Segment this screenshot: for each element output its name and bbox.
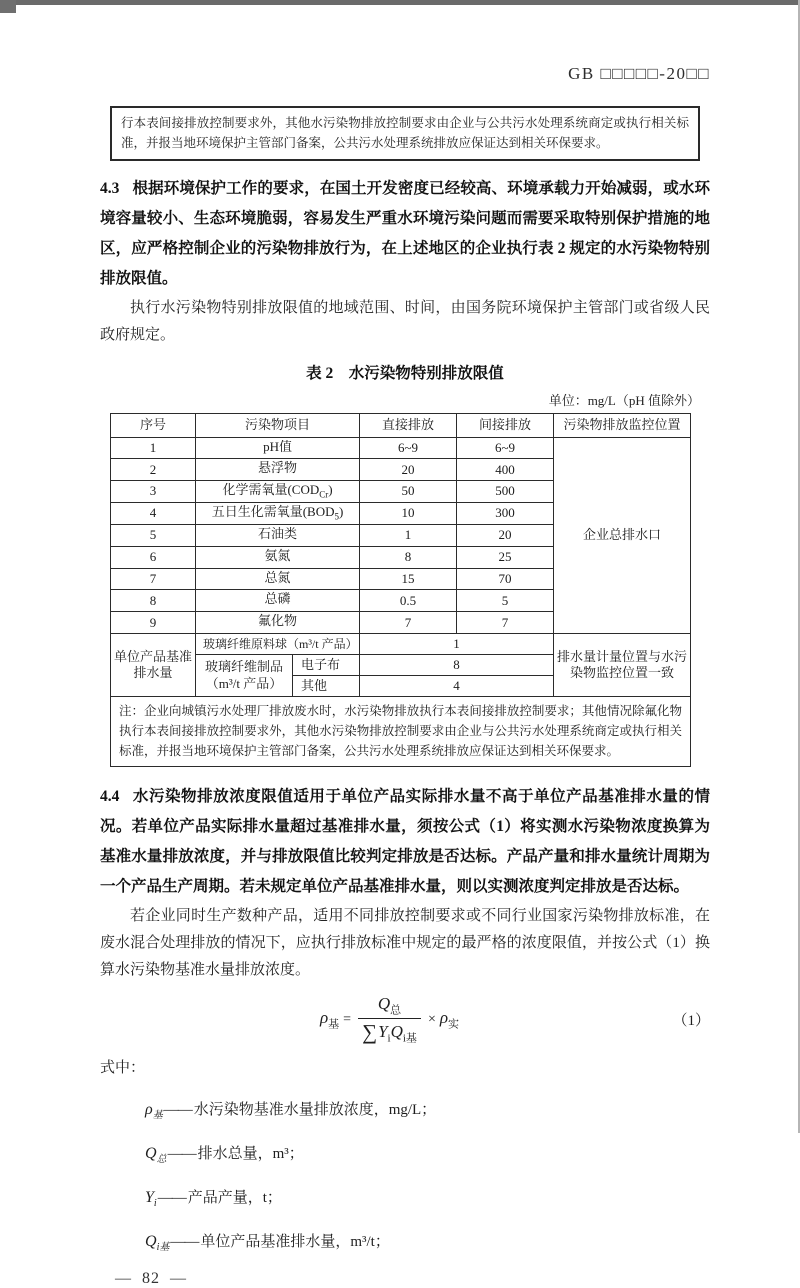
table2 <box>110 413 691 768</box>
cell-item: 石油类 <box>196 524 360 546</box>
header-item: 污染物项目 <box>196 413 360 437</box>
cell-indirect: 500 <box>457 481 554 503</box>
cell-direct: 50 <box>360 481 457 503</box>
table2-unit-note: 单位：mg/L（pH 值除外） <box>548 392 700 408</box>
cell-indirect: 25 <box>457 546 554 568</box>
cell-indirect: 7 <box>457 612 554 634</box>
cell-no: 9 <box>111 612 196 634</box>
times-sign: × <box>427 1011 436 1027</box>
cell-indirect: 300 <box>457 503 554 525</box>
header-monitor: 污染物排放监控位置 <box>554 413 691 437</box>
fraction-denominator: $\sum Y_iQ_{i基}$ <box>362 1020 417 1045</box>
equals-sign: = <box>343 1011 352 1027</box>
cell-item: pH值 <box>196 437 360 459</box>
clause-text: 根据环境保护工作的要求，在国土开发密度已经较高、环境承载力开始减弱，或水环境容量较小、生态环境脆弱，容易发生严重水环境污染问题而需要采取特别保护措施的地区，应严格控制企业的污染物排放行为，在上述地区的企业执行表 2 规定的水污染物特别排放限值。 <box>100 179 710 287</box>
cell-no: 2 <box>111 459 196 481</box>
cell-no: 1 <box>111 437 196 459</box>
sigma-symbol: ∑ <box>362 1020 378 1045</box>
table2-note-row <box>111 697 691 767</box>
subproduct-other: 其他 <box>293 676 360 697</box>
fraction-numerator: $Q_总$ <box>358 994 421 1019</box>
header-no: 序号 <box>111 413 196 437</box>
table-note-carryover-box: 行本表间接排放控制要求外，其他水污染物排放控制要求由企业与公共污水处理系统商定或执行相关标准，并报当地环境保护主管部门备案，公共污水处理系统排放应保证达到相关环保要求。 <box>110 106 700 161</box>
formula-1 <box>320 994 459 1046</box>
baseline-value: 8 <box>360 655 554 676</box>
subproduct-electronic-cloth: 电子布 <box>293 655 360 676</box>
baseline-row-1 <box>111 634 691 655</box>
cell-no: 5 <box>111 524 196 546</box>
cell-monitor-merged: 企业总排水口 <box>554 437 691 634</box>
baseline-value: 1 <box>360 634 554 655</box>
cell-item: 总磷 <box>196 590 360 612</box>
formula-rhs: $\rho_实$ <box>439 1008 460 1031</box>
product-glass-fiber-marbles: 玻璃纤维原料球（m³/t 产品） <box>196 634 360 655</box>
cell-direct: 7 <box>360 612 457 634</box>
cell-indirect: 400 <box>457 459 554 481</box>
table2-header-row <box>111 413 691 437</box>
baseline-monitor: 排水量计量位置与水污染物监控位置一致 <box>554 634 691 697</box>
cell-direct: 8 <box>360 546 457 568</box>
formula-fraction <box>358 994 421 1046</box>
table2-note: 注：企业向城镇污水处理厂排放废水时，水污染物排放执行本表间接排放控制要求；其他情况除氟化物执行本表间接排放控制要求外，其他水污染物排放控制要求由企业与公共污水处理系统商定或执行相关标准，并报当地环境保护主管部门备案，公共污水处理系统排放应保证达到相关环保要求。 <box>111 697 691 767</box>
header-indirect: 间接排放 <box>457 413 554 437</box>
baseline-label: 单位产品基准排水量 <box>111 634 196 697</box>
definition-rho-base: $\rho_基——$ 水污染物基准水量排放浓度，mg/L； <box>145 1100 437 1122</box>
cell-item: 氟化物 <box>196 612 360 634</box>
cell-indirect: 70 <box>457 568 554 590</box>
cell-direct: 10 <box>360 503 457 525</box>
clause-number: 4.3 <box>100 179 120 197</box>
definition-y-i: $Y_i——$ 产品产量，t； <box>145 1189 282 1210</box>
table-row <box>111 437 691 459</box>
table2-title: 表 2 水污染物特别排放限值 <box>306 364 504 382</box>
formula-lhs: $\rho_基$ <box>320 1008 340 1031</box>
clause-number: 4.4 <box>100 788 120 806</box>
where-label: 式中： <box>100 1059 146 1076</box>
cell-direct: 1 <box>360 524 457 546</box>
clause-text: 水污染物排放浓度限值适用于单位产品实际排水量不高于单位产品基准排水量的情况。若单位产品实际排水量超过基准排水量，须按公式（1）将实测水污染物浓度换算为基准水量排放浓度，并与排放限值比较判定排放是否达标。产品产量和排水量统计周期为一个产品生产周期。若未规定单位产品基准排水量，则以实测浓度判定排放是否达标。 <box>100 788 710 896</box>
formula-1-row <box>100 994 710 1046</box>
cell-direct: 0.5 <box>360 590 457 612</box>
para-mixed-products: 若企业同时生产数种产品，适用不同排放控制要求或不同行业国家污染物排放标准，在废水混合处理排放的情况下，应执行排放标准中规定的最严格的浓度限值，并按公式（1）换算水污染物基准水量排放浓度。 <box>100 908 710 979</box>
cell-item: 五日生化需氧量$(BOD_5)$ <box>196 503 360 525</box>
header-direct: 直接排放 <box>360 413 457 437</box>
standard-code-header: GB □□□□□-20□□ <box>568 64 710 83</box>
cell-indirect: 6~9 <box>457 437 554 459</box>
cell-direct: 6~9 <box>360 437 457 459</box>
clause-4-3 <box>100 174 710 294</box>
product-glass-fiber-products: 玻璃纤维制品（m³/t 产品） <box>196 655 293 697</box>
cell-direct: 20 <box>360 459 457 481</box>
cell-item: 总氮 <box>196 568 360 590</box>
cell-indirect: 20 <box>457 524 554 546</box>
cell-no: 7 <box>111 568 196 590</box>
definition-q-total: $Q_总——$ 排水总量，m³； <box>145 1145 304 1166</box>
formula-number: （1） <box>672 1013 710 1030</box>
definition-q-i-base: $Q_{i基}——$ 单位产品基准排水量，m³/t； <box>145 1233 390 1254</box>
cell-no: 6 <box>111 546 196 568</box>
cell-item: 悬浮物 <box>196 459 360 481</box>
cell-no: 8 <box>111 590 196 612</box>
cell-no: 4 <box>111 503 196 525</box>
cell-item: 氨氮 <box>196 546 360 568</box>
baseline-value: 4 <box>360 676 554 697</box>
clause-4-4 <box>100 782 710 902</box>
cell-no: 3 <box>111 481 196 503</box>
page-number: — 82 — <box>115 1269 187 1287</box>
cell-direct: 15 <box>360 568 457 590</box>
cell-item: 化学需氧量$(COD_{Cr})$ <box>196 481 360 503</box>
cell-indirect: 5 <box>457 590 554 612</box>
para-special-limits: 执行水污染物特别排放限值的地域范围、时间，由国务院环境保护主管部门或省级人民政府规定。 <box>100 299 710 343</box>
